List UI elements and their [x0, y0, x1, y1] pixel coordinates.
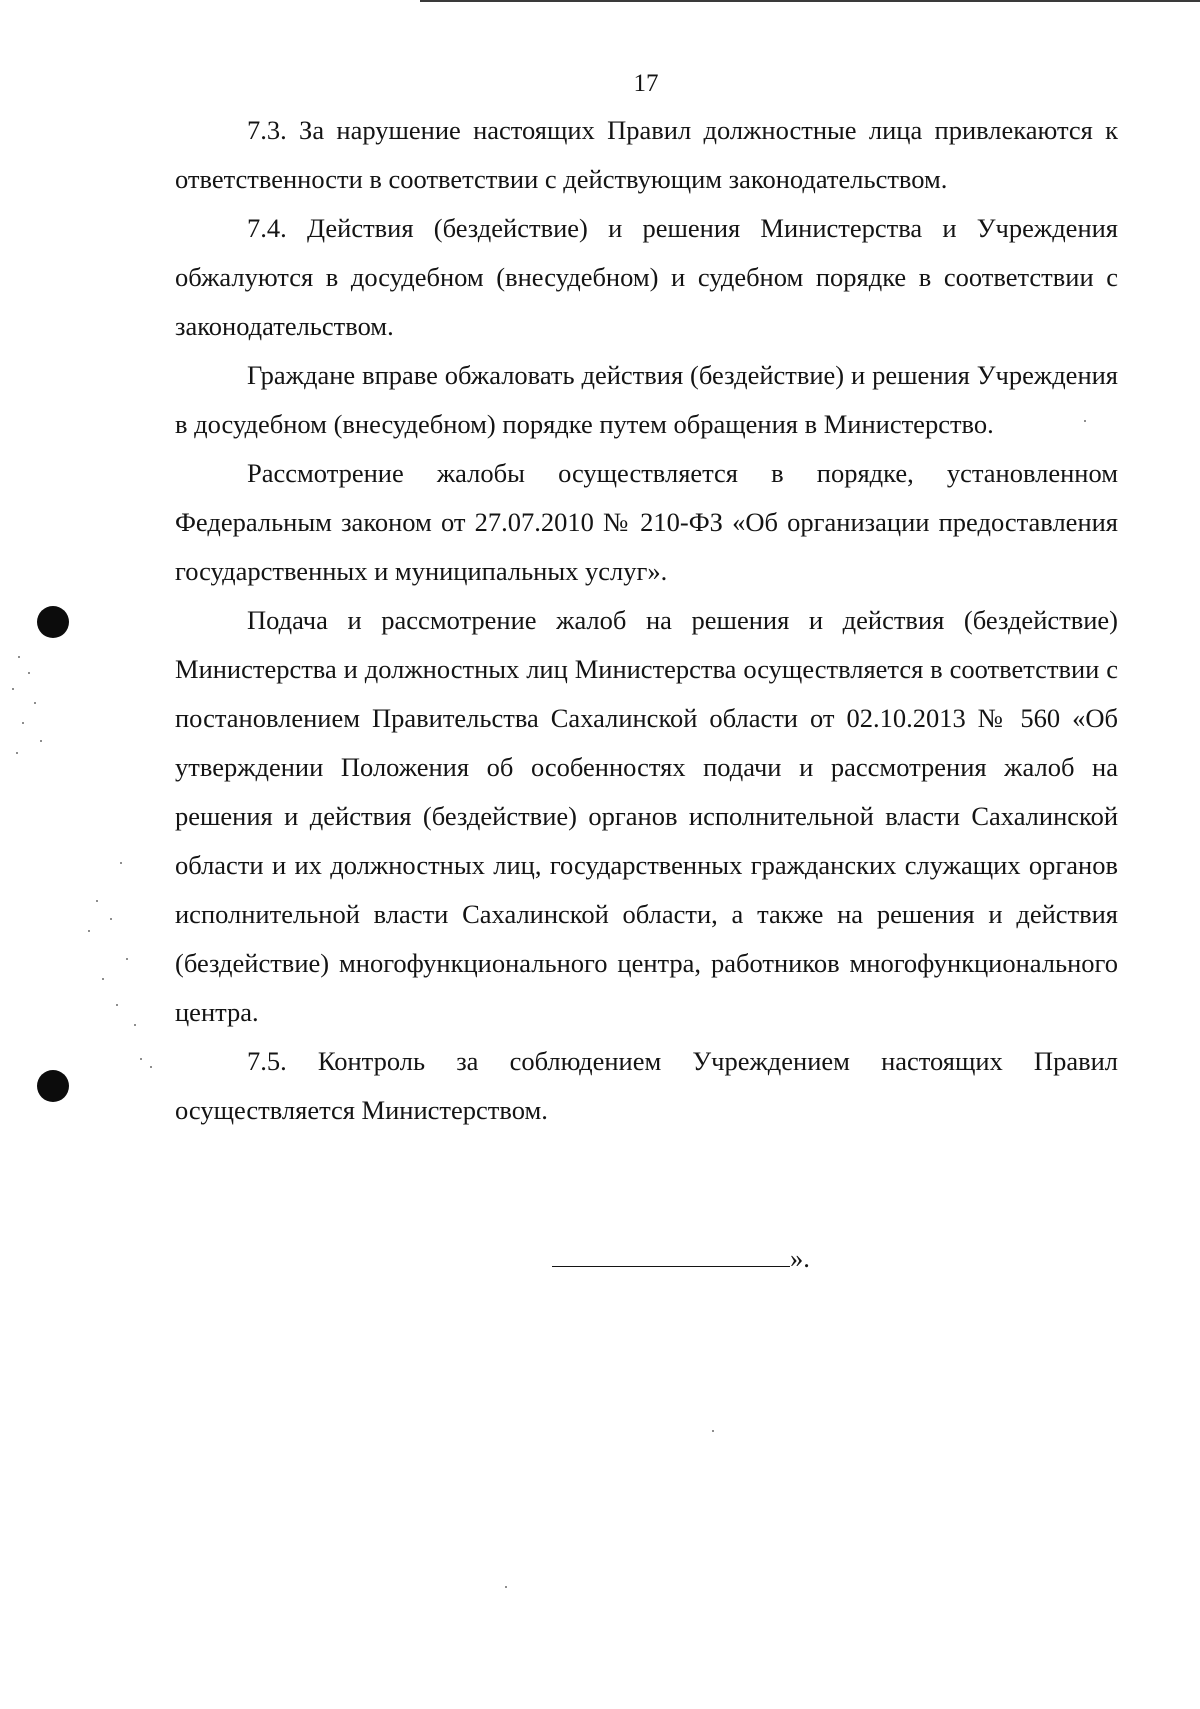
closing-underline [552, 1240, 790, 1267]
page-number: 17 [633, 70, 659, 97]
document-body [175, 106, 1118, 1135]
paragraph-7-4: 7.4. Действия (бездействие) и решения Министерства и Учреждения обжалуются в досудебном (внесудебном) и судебном порядке в соответствии с законодательством. [175, 213, 1118, 341]
paragraph-7-3: 7.3. За нарушение настоящих Правил должностные лица привлекаются к ответственности в соответствии с действующим законодательством. [175, 115, 1118, 194]
paragraph-complaint-review: Рассмотрение жалобы осуществляется в порядке, установленном Федеральным законом от 27.07.2010 № 210-ФЗ «Об организации предоставления государственных и муниципальных услуг». [175, 458, 1118, 586]
binder-hole-top [37, 606, 69, 638]
paragraph-complaint-filing: Подача и рассмотрение жалоб на решения и действия (бездействие) Министерства и должностных лиц Министерства осуществляется в соответствии с постановлением Правительства Сахалинской области от 02.10.2013 № 560 «Об утверждении Положения об особенностях подачи и рассмотрения жалоб на решения и действия (бездействие) органов исполнительной власти Сахалинской области и их должностных лиц, государственных гражданских служащих органов исполнительной власти Сахалинской области, а также на решения и действия (бездействие) многофункционального центра, работников многофункционального центра. [175, 605, 1118, 1027]
paragraph-7-5: 7.5. Контроль за соблюдением Учреждением настоящих Правил осуществляется Министерством. [175, 1046, 1118, 1125]
paragraph-citizens-appeal: Граждане вправе обжаловать действия (бездействие) и решения Учреждения в досудебном (внесудебном) порядке путем обращения в Министерство. [175, 360, 1118, 439]
closing-quote-mark: ». [790, 1243, 810, 1273]
binder-hole-bottom [37, 1070, 69, 1102]
scan-edge-line [420, 0, 1200, 2]
closing-line [552, 1238, 810, 1278]
